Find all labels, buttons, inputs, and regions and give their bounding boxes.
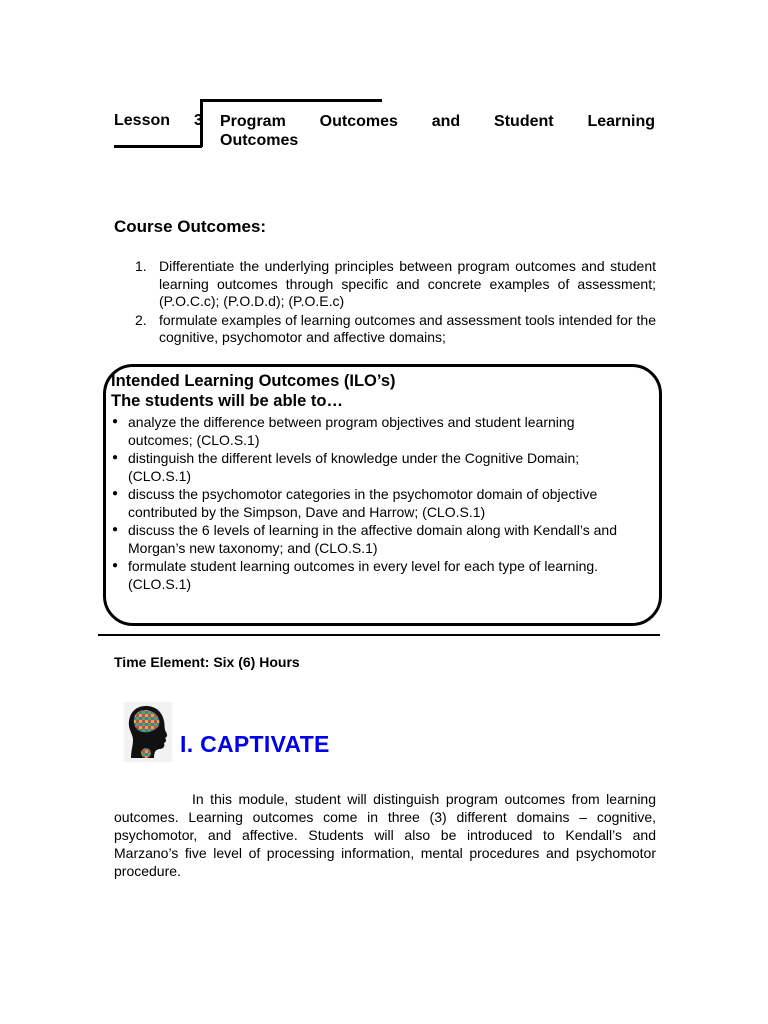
bullet-icon: ● xyxy=(112,416,119,427)
intro-text: In this module, student will distinguish program outcomes from learning outcomes. Learning outcomes come in three (3) different domains – cognitive, psychomotor, and affective. Students will also be introduced to Kendall’s and Marzano’s five level of processing information, mental procedures and psychomotor procedure. xyxy=(114,791,656,879)
course-outcomes-heading: Course Outcomes: xyxy=(114,217,267,236)
lesson-frame-bottom xyxy=(114,145,202,148)
time-element: Time Element: Six (6) Hours xyxy=(114,654,300,670)
lesson-frame-top xyxy=(200,99,382,102)
list-text: distinguish the different levels of knowledge under the Cognitive Domain; (CLO.S.1) xyxy=(128,450,580,484)
intro-paragraph xyxy=(114,790,656,880)
list-number: 2. xyxy=(135,311,147,328)
head-icon xyxy=(124,702,172,762)
ilo-subheading: The students will be able to… xyxy=(111,392,343,410)
ilo-heading: Intended Learning Outcomes (ILO’s) xyxy=(111,372,396,390)
bullet-icon: ● xyxy=(112,524,119,535)
lesson-title: Program Outcomes and Student Learning xyxy=(220,113,655,130)
list-item xyxy=(112,485,642,521)
captivate-title: I. CAPTIVATE xyxy=(180,731,330,757)
list-item xyxy=(112,449,642,485)
list-item xyxy=(112,521,642,557)
bullet-icon: ● xyxy=(112,560,119,571)
list-item xyxy=(135,258,656,311)
list-item xyxy=(112,413,642,449)
list-text: Differentiate the underlying principles between program outcomes and student learning outcomes through specific and concrete examples of assessment; (P.O.C.c); (P.O.D.d); (P.O.E.c) xyxy=(159,258,656,309)
lesson-number: 3 xyxy=(194,112,203,129)
lesson-label: Lesson xyxy=(114,112,171,129)
list-text: formulate student learning outcomes in every level for each type of learning. (CLO.S.1) xyxy=(128,558,599,592)
list-item xyxy=(135,312,656,347)
list-text: analyze the difference between program objectives and student learning outcomes; (CLO.S.1) xyxy=(128,414,575,448)
lesson-title-continued: Outcomes xyxy=(220,132,299,149)
list-number: 1. xyxy=(135,258,147,274)
section-divider xyxy=(98,634,660,636)
course-outcomes-list xyxy=(135,258,656,348)
ilo-list xyxy=(112,413,642,593)
list-text: discuss the 6 levels of learning in the affective domain along with Kendall’s and Morgan’s new taxonomy; and (CLO.S.1) xyxy=(128,522,618,556)
list-text: formulate examples of learning outcomes and assessment tools intended for the cognitive, psychomotor and affective domains; xyxy=(159,311,656,345)
bullet-icon: ● xyxy=(112,452,119,463)
list-text: discuss the psychomotor categories in the psychomotor domain of objective contributed by the Simpson, Dave and Harrow; (CLO.S.1) xyxy=(128,486,598,520)
bullet-icon: ● xyxy=(112,488,119,499)
list-item xyxy=(112,557,642,593)
